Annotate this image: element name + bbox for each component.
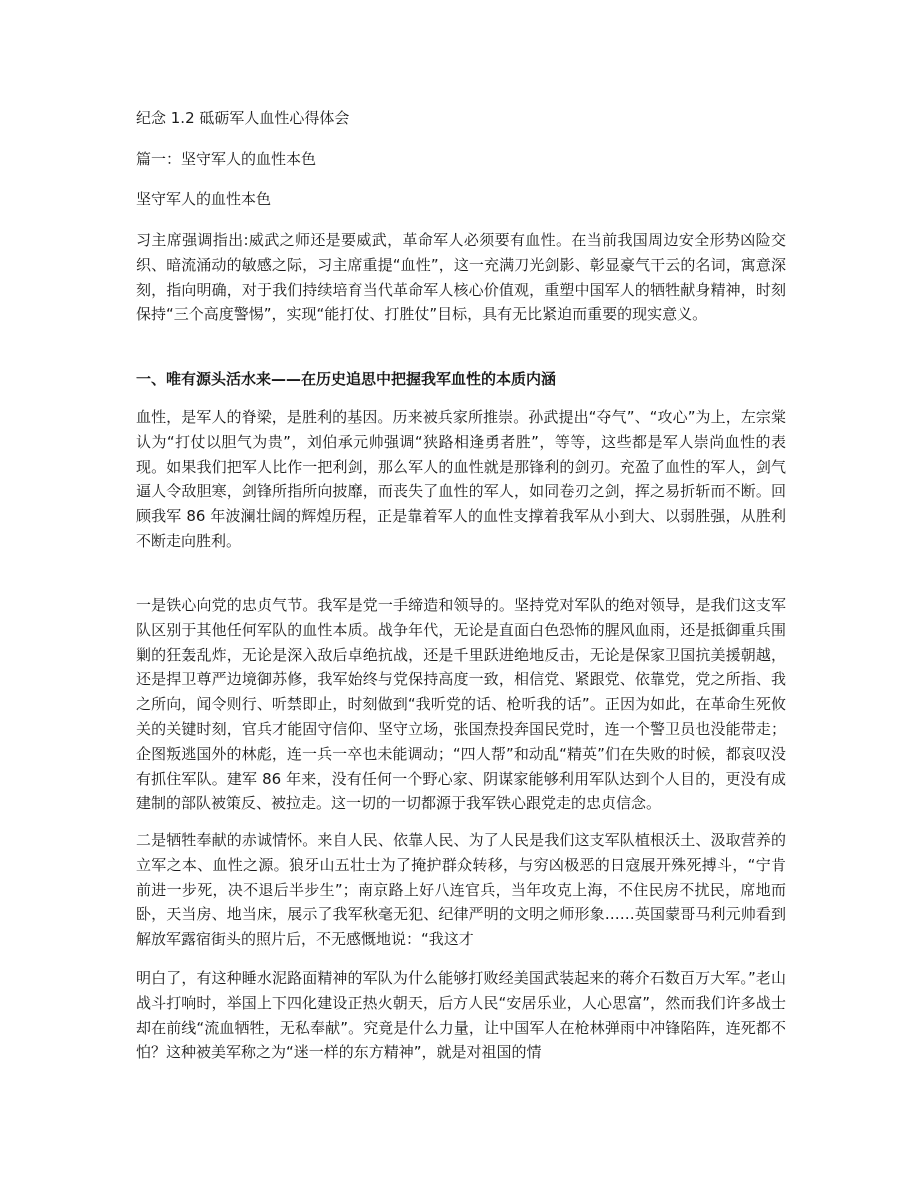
section-heading-one: 一、唯有源头活水来——在历史追思中把握我军血性的本质内涵 xyxy=(136,370,557,388)
article-subheading: 坚守军人的血性本色 xyxy=(136,190,272,208)
article-heading: 篇一：坚守军人的血性本色 xyxy=(136,150,317,168)
paragraph-intro: 习主席强调指出:威武之师还是要威武，革命军人必须要有血性。在当前我国周边安全形势凶险交织、暗流涌动的敏感之际，习主席重提“血性”，这一充满刀光剑影、彰显豪气干云的名词，寓意深刻，指向明确，对于我们持续培育当代革命军人核心价值观，重塑中国军人的牺牲献身精神，时刻保持“三个高度警惕”，实现“能打仗、打胜仗”目标，具有无比紧迫而重要的现实意义。 xyxy=(136,231,786,324)
paragraph-continuation: 明白了，有这种睡水泥路面精神的军队为什么能够打败经美国武装起来的蒋介石数百万大军。”老山战斗打响时，举国上下四化建设正热火朝天，后方人民“安居乐业，人心思富”，然而我们许多战士却在前线“流血牺牲，无私奉献”。究竟是什么力量，让中国军人在枪林弹雨中冲锋陷阵，连死都不怕？这种被美军称之为“迷一样的东方精神”，就是对祖国的情 xyxy=(136,969,786,1062)
paragraph-sacrifice: 二是牺牲奉献的赤诚情怀。来自人民、依靠人民、为了人民是我们这支军队植根沃土、汲取营养的立军之本、血性之源。狼牙山五壮士为了掩护群众转移，与穷凶极恶的日寇展开殊死搏斗，“宁肯前进一步死，决不退后半步生”；南京路上好八连官兵，当年攻克上海，不住民房不扰民，席地而卧，天当房、地当床，展示了我军秋毫无犯、纪律严明的文明之师形象……英国蒙哥马利元帅看到解放军露宿街头的照片后，不无感慨地说：“我这才 xyxy=(136,831,786,949)
paragraph-loyalty: 一是铁心向党的忠贞气节。我军是党一手缔造和领导的。坚持党对军队的绝对领导，是我们这支军队区别于其他任何军队的血性本质。战争年代，无论是直面白色恐怖的腥风血雨，还是抵御重兵围剿的狂轰乱炸，无论是深入敌后卓绝抗战，还是千里跃进绝地反击，无论是保家卫国抗美援朝越，还是捍卫尊严边境御苏修，我军始终与党保持高度一致，相信党、紧跟党、依靠党，党之所指、我之所向，闻令则行、听禁即止，时刻做到“我听党的话、枪听我的话”。正因为如此，在革命生死攸关的关键时刻，官兵才能固守信仰、坚守立场，张国焘投奔国民党时，连一个警卫员也没能带走；企图叛逃国外的林彪，连一兵一卒也未能调动；“四人帮”和动乱“精英”们在失败的时候，都哀叹没有抓住军队。建军 86 年来，没有任何一个野心家、阴谋家能够利用军队达到个人目的，更没有成建制的部队被策反、被拉走。这一切的一切都源于我军铁心跟党走的忠贞信念。 xyxy=(136,596,786,813)
paragraph-blood-nature: 血性，是军人的脊梁，是胜利的基因。历来被兵家所推崇。孙武提出“夺气”、“攻心”为上，左宗棠认为“打仗以胆气为贵”，刘伯承元帅强调“狭路相逢勇者胜”，等等，这些都是军人崇尚血性的表现。如果我们把军人比作一把利剑，那么军人的血性就是那锋利的剑刃。充盈了血性的军人，剑气逼人令敌胆寒，剑锋所指所向披靡，而丧失了血性的军人，如同卷刃之剑，挥之易折斩而不断。回顾我军 86 年波澜壮阔的辉煌历程，正是靠着军人的血性支撑着我军从小到大、以弱胜强，从胜利不断走向胜利。 xyxy=(136,408,786,550)
document-title: 纪念 1.2 砥砺军人血性心得体会 xyxy=(136,109,350,127)
